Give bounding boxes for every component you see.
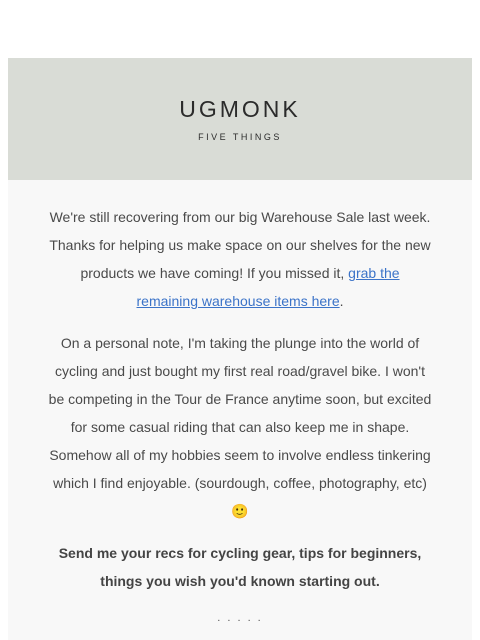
brand-logo[interactable]	[8, 96, 472, 142]
warehouse-items-link[interactable]: grab the remaining warehouse items here	[136, 265, 400, 309]
brand-name: UGMONK	[179, 96, 301, 122]
email-body	[8, 58, 472, 640]
intro-paragraph	[48, 203, 432, 315]
personal-note-text: On a personal note, I'm taking the plunge into the world of cycling and just bought my first real road/gravel bike. I won't be competing in the Tour de France anytime soon, but excited for some casual riding that can also keep me in shape. Somehow all of my hobbies seem to involve endless tinkering which I find enjoyable. (sourdough, coffee, photography, etc)	[48, 335, 432, 491]
section-separator: . . . . .	[217, 612, 263, 624]
brand-subtitle: FIVE THINGS	[198, 132, 282, 142]
email-content	[8, 180, 472, 625]
intro-text: We're still recovering from our big Warehouse Sale last week. Thanks for helping us make space on our shelves for the new products we have coming! If you missed it,	[49, 209, 431, 281]
smile-emoji-icon: 🙂	[231, 503, 249, 519]
header-banner	[8, 58, 472, 180]
intro-text-end: .	[339, 293, 344, 309]
personal-note-paragraph	[48, 329, 432, 525]
request-paragraph: Send me your recs for cycling gear, tips for beginners, things you wish you'd known starting out.	[58, 545, 422, 589]
